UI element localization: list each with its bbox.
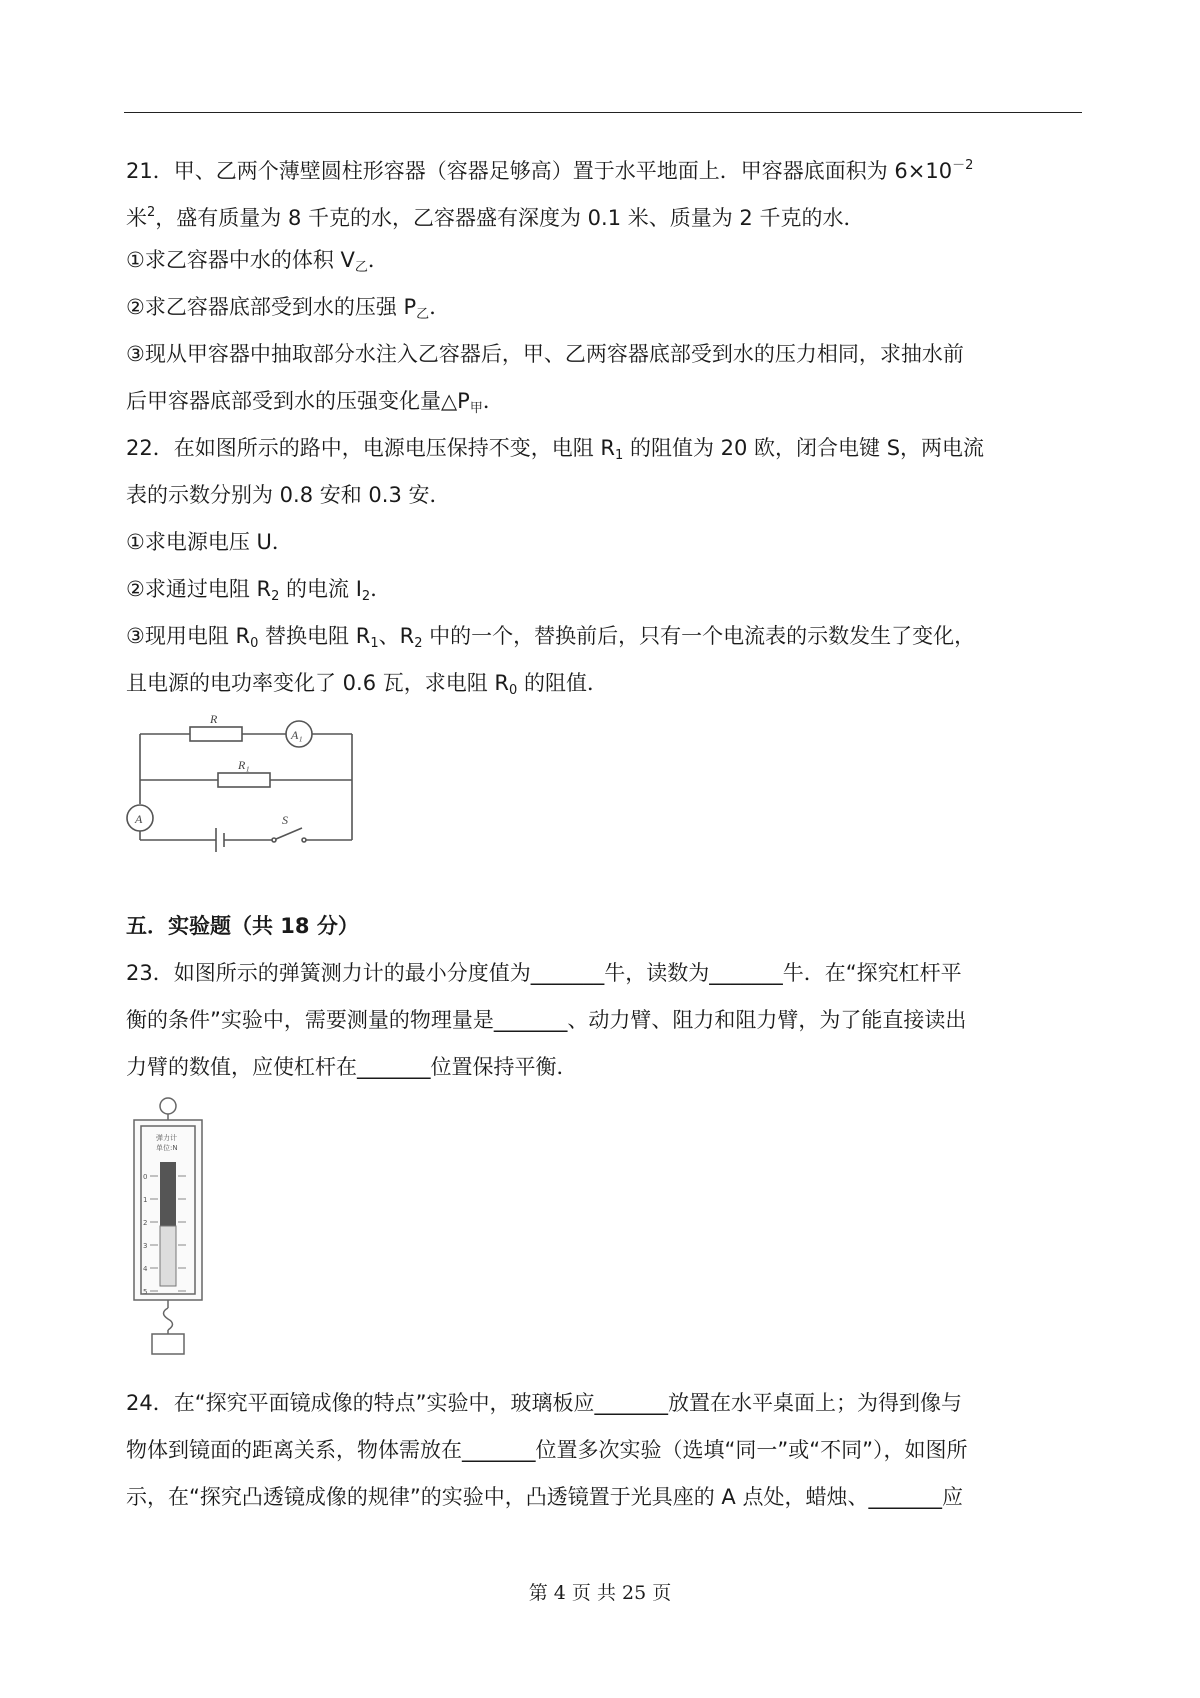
- section-5-title: 五．实验题（共 18 分）: [126, 914, 359, 938]
- ammeter-a-label: A: [135, 812, 143, 826]
- tick-2: 2: [143, 1219, 148, 1227]
- q21-part-1: ①求乙容器中水的体积 $V_乙$．: [126, 248, 389, 275]
- tick-0: 0: [143, 1173, 148, 1181]
- q24-line-2: 物体到镜面的距离关系，物体需放在_______位置多次实验（选填“同一”或“不同”），如图所: [126, 1438, 968, 1462]
- q22-line-1: 22．在如图所示的路中，电源电压保持不变，电阻 $R_1$ 的阻值为 20 欧，闭合电键 S，两电流: [126, 436, 985, 463]
- q23-line-2: 衡的条件”实验中，需要测量的物理量是_______、动力臂、阻力和阻力臂，为了能直接读出: [126, 1008, 967, 1032]
- tick-5: 5: [143, 1288, 148, 1296]
- tick-3: 3: [143, 1242, 148, 1250]
- scale-label-2: 单位:N: [156, 1144, 178, 1152]
- q21-line-2: 米$^2$，盛有质量为 8 千克的水，乙容器盛有深度为 0.1 米、质量为 2 千克的水．: [126, 205, 865, 230]
- q23-line-3: 力臂的数值，应使杠杆在_______位置保持平衡．: [126, 1055, 578, 1079]
- tick-1: 1: [143, 1196, 148, 1204]
- q21-part-2: ②求乙容器底部受到水的压强 $P_乙$．: [126, 295, 451, 322]
- circuit-diagram: [126, 712, 366, 862]
- r1-label: R: [210, 712, 218, 726]
- spring-scale-figure: [128, 1096, 208, 1361]
- q22-part-2: ②求通过电阻 $R_2$ 的电流 $I_2$．: [126, 577, 392, 604]
- q21-part-3-line-2: 后甲容器底部受到水的压强变化量$\triangle P_甲$．: [126, 389, 504, 416]
- tick-4: 4: [143, 1265, 148, 1273]
- q24-line-3: 示，在“探究凸透镜成像的规律”的实验中，凸透镜置于光具座的 A 点处，蜡烛、_______应: [126, 1485, 963, 1509]
- q24-line-1: 24．在“探究平面镜成像的特点”实验中，玻璃板应_______放置在水平桌面上；为得到像与: [126, 1391, 962, 1415]
- q22-part-1: ①求电源电压 U．: [126, 530, 293, 554]
- q23-line-1: 23．如图所示的弹簧测力计的最小分度值为_______牛，读数为_______牛．在“探究杠杆平: [126, 961, 962, 985]
- q22-part-3-line-1: ③现用电阻 $R_0$ 替换电阻 $R_1$、$R_2$ 中的一个，替换前后，只有一个电流表的示数发生了变化，: [126, 624, 976, 651]
- r2-label: R₁: [238, 758, 250, 772]
- scale-label-1: 弹力计: [156, 1134, 177, 1142]
- q22-line-2: 表的示数分别为 0.8 安和 0.3 安．: [126, 483, 451, 507]
- header-rule: [124, 112, 1082, 113]
- page-footer: 第 4 页 共 25 页: [528, 1582, 672, 1604]
- q21-part-3-line-1: ③现从甲容器中抽取部分水注入乙容器后，甲、乙两容器底部受到水的压力相同，求抽水前: [126, 342, 964, 366]
- switch-label: S: [282, 813, 288, 827]
- ammeter-a1-label: A₁: [291, 728, 303, 742]
- q22-part-3-line-2: 且电源的电功率变化了 0.6 瓦，求电阻 $R_0$ 的阻值．: [126, 671, 608, 698]
- q21-line-1: 21．甲、乙两个薄壁圆柱形容器（容器足够高）置于水平地面上．甲容器底面积为 $6\times 10^{-2}$: [126, 158, 974, 183]
